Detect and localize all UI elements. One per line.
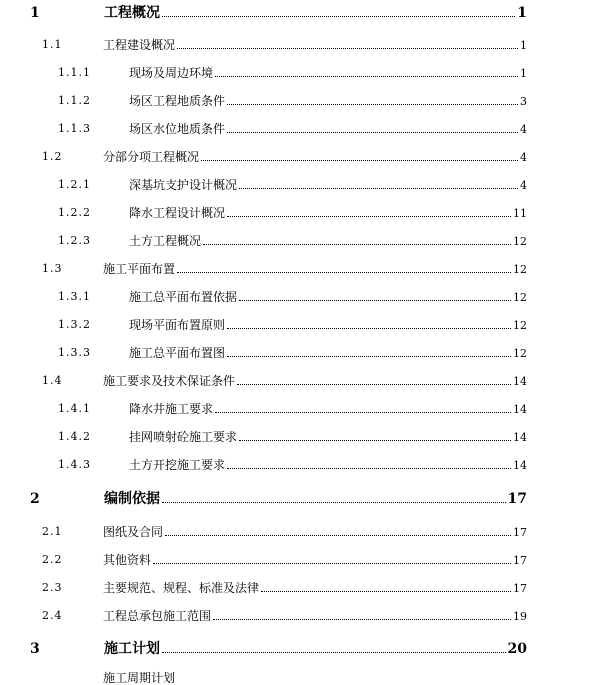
toc-entry-title: 分部分项工程概况 bbox=[103, 150, 200, 164]
dot-leader bbox=[215, 76, 518, 77]
toc-entry[interactable] bbox=[0, 578, 595, 598]
toc-entry[interactable] bbox=[0, 489, 595, 509]
toc-entry-number: 1.2.3 bbox=[58, 234, 91, 247]
toc-entry-title-line bbox=[129, 427, 527, 448]
toc-entry-page: 1 bbox=[517, 5, 527, 21]
dot-leader bbox=[227, 104, 518, 105]
dot-leader bbox=[239, 300, 511, 301]
dot-leader bbox=[239, 440, 511, 441]
toc-entry-title-line bbox=[129, 175, 527, 196]
toc-entry-number: 1.3 bbox=[42, 262, 63, 275]
toc-entry-title-line bbox=[103, 578, 527, 599]
toc-entry[interactable] bbox=[0, 203, 595, 223]
toc-entry-title: 图纸及合同 bbox=[103, 525, 164, 539]
dot-leader bbox=[177, 48, 518, 49]
toc-entry[interactable] bbox=[0, 119, 595, 139]
dot-leader bbox=[261, 591, 511, 592]
toc-entry-title-line bbox=[129, 455, 527, 476]
toc-entry[interactable] bbox=[0, 399, 595, 419]
dot-leader bbox=[227, 468, 511, 469]
toc-entry-title-line bbox=[129, 343, 527, 364]
toc-entry-number: 2 bbox=[30, 491, 40, 507]
toc-entry-number: 3 bbox=[30, 641, 40, 657]
dot-leader bbox=[227, 356, 511, 357]
toc-entry-title: 降水井施工要求 bbox=[129, 402, 214, 416]
toc-entry-number: 2.3 bbox=[42, 581, 63, 594]
toc-entry-number: 1.1 bbox=[42, 38, 63, 51]
dot-leader bbox=[165, 535, 511, 536]
toc-entry[interactable] bbox=[0, 522, 595, 542]
toc-entry-title: 施工计划 bbox=[104, 641, 160, 657]
toc-entry[interactable] bbox=[0, 606, 595, 626]
dot-leader bbox=[213, 619, 511, 620]
toc-entry-number: 1.1.1 bbox=[58, 66, 91, 79]
toc-entry-title-line bbox=[104, 3, 527, 23]
toc-entry-page: 14 bbox=[513, 459, 527, 472]
dot-leader bbox=[215, 412, 511, 413]
dot-leader bbox=[177, 272, 511, 273]
toc-entry-number: 2.4 bbox=[42, 609, 63, 622]
toc-entry[interactable] bbox=[0, 427, 595, 447]
toc-entry-title-line bbox=[129, 203, 527, 224]
toc-entry-number: 1.4.2 bbox=[58, 430, 91, 443]
toc-entry-title: 现场平面布置原则 bbox=[129, 318, 226, 332]
toc-entry-number: 1.1.2 bbox=[58, 94, 91, 107]
toc-entry-page: 20 bbox=[507, 641, 527, 657]
toc-entry-title: 主要规范、规程、标准及法律 bbox=[103, 581, 260, 595]
toc-entry-title-line bbox=[103, 550, 527, 571]
toc-entry[interactable] bbox=[0, 455, 595, 475]
dot-leader bbox=[153, 563, 511, 564]
toc-entry[interactable] bbox=[0, 35, 595, 55]
dot-leader bbox=[227, 132, 518, 133]
toc-entry-title: 土方开挖施工要求 bbox=[129, 458, 226, 472]
toc-entry-number: 2.1 bbox=[42, 525, 63, 538]
toc-entry-title-line bbox=[103, 522, 527, 543]
toc-entry[interactable] bbox=[0, 91, 595, 111]
toc-entry-page: 4 bbox=[520, 151, 527, 164]
dot-leader bbox=[227, 216, 511, 217]
toc-entry[interactable] bbox=[0, 287, 595, 307]
toc-entry-page: 12 bbox=[513, 263, 527, 276]
dot-leader bbox=[227, 328, 511, 329]
toc-entry-title: 编制依据 bbox=[104, 491, 160, 507]
toc-entry[interactable] bbox=[0, 371, 595, 391]
toc-entry-number: 1 bbox=[30, 5, 40, 21]
toc-entry-title: 工程建设概况 bbox=[103, 38, 176, 52]
dot-leader bbox=[237, 384, 511, 385]
dot-leader bbox=[203, 244, 511, 245]
toc-entry[interactable] bbox=[0, 550, 595, 570]
toc-entry-title-line bbox=[129, 119, 527, 140]
toc-entry-page: 17 bbox=[513, 526, 527, 539]
toc-entry-title-line bbox=[129, 399, 527, 420]
toc-entry-title: 深基坑支护设计概况 bbox=[129, 178, 238, 192]
toc-entry-title: 施工总平面布置依据 bbox=[129, 290, 238, 304]
toc-entry-title-line bbox=[104, 489, 527, 509]
toc-entry[interactable] bbox=[0, 3, 595, 23]
toc-entry-page: 4 bbox=[520, 179, 527, 192]
toc-entry-title-line bbox=[103, 606, 527, 627]
toc-entry-page: 1 bbox=[520, 67, 527, 80]
toc-entry-title: 场区水位地质条件 bbox=[129, 122, 226, 136]
toc-entry-title: 工程概况 bbox=[104, 5, 160, 21]
toc-entry[interactable] bbox=[0, 231, 595, 251]
toc-entry-page: 12 bbox=[513, 319, 527, 332]
dot-leader bbox=[162, 16, 515, 17]
toc-entry-page: 1 bbox=[520, 39, 527, 52]
toc-entry[interactable] bbox=[0, 259, 595, 279]
toc-entry-number: 1.4.1 bbox=[58, 402, 91, 415]
cut-off-entry: 施工周期计划 bbox=[103, 671, 176, 685]
toc-entry[interactable] bbox=[0, 639, 595, 659]
toc-entry-page: 14 bbox=[513, 431, 527, 444]
toc-entry[interactable] bbox=[0, 315, 595, 335]
toc-entry-title: 降水工程设计概况 bbox=[129, 206, 226, 220]
toc-entry-title: 施工要求及技术保证条件 bbox=[103, 374, 236, 388]
toc-entry-number: 1.2.1 bbox=[58, 178, 91, 191]
dot-leader bbox=[201, 160, 518, 161]
toc-entry-title: 土方工程概况 bbox=[129, 234, 202, 248]
toc-entry[interactable] bbox=[0, 63, 595, 83]
toc-entry-title: 挂网喷射砼施工要求 bbox=[129, 430, 238, 444]
toc-entry-page: 17 bbox=[513, 582, 527, 595]
toc-entry-title-line bbox=[103, 35, 527, 56]
toc-entry[interactable] bbox=[0, 175, 595, 195]
toc-entry-page: 12 bbox=[513, 291, 527, 304]
toc-entry-title-line bbox=[104, 639, 527, 659]
toc-entry-page: 14 bbox=[513, 375, 527, 388]
toc-entry-number: 1.4.3 bbox=[58, 458, 91, 471]
toc-entry-title-line bbox=[129, 315, 527, 336]
toc-entry-page: 12 bbox=[513, 347, 527, 360]
dot-leader bbox=[162, 502, 506, 503]
toc-entry-number: 2.2 bbox=[42, 553, 63, 566]
toc-entry-page: 14 bbox=[513, 403, 527, 416]
toc-entry-title: 其他资料 bbox=[103, 553, 152, 567]
toc-entry-title: 现场及周边环境 bbox=[129, 66, 214, 80]
dot-leader bbox=[239, 188, 518, 189]
toc-entry-number: 1.4 bbox=[42, 374, 63, 387]
toc-entry-page: 17 bbox=[513, 554, 527, 567]
toc-entry-number: 1.1.3 bbox=[58, 122, 91, 135]
toc-entry-page: 4 bbox=[520, 123, 527, 136]
toc-entry-title: 工程总承包施工范围 bbox=[103, 609, 212, 623]
toc-entry-page: 3 bbox=[520, 95, 527, 108]
toc-entry-title-line bbox=[129, 287, 527, 308]
toc-entry-title-line bbox=[129, 91, 527, 112]
toc-entry-number: 1.3.2 bbox=[58, 318, 91, 331]
toc-entry-number: 1.3.3 bbox=[58, 346, 91, 359]
toc-entry-page: 11 bbox=[513, 207, 527, 220]
toc-entry-title: 施工总平面布置图 bbox=[129, 346, 226, 360]
toc-entry-title-line bbox=[103, 259, 527, 280]
toc-entry-title-line bbox=[103, 371, 527, 392]
toc-entry-number: 1.3.1 bbox=[58, 290, 91, 303]
toc-entry[interactable] bbox=[0, 147, 595, 167]
toc-entry-number: 1.2 bbox=[42, 150, 63, 163]
dot-leader bbox=[162, 652, 506, 653]
toc-entry-title: 场区工程地质条件 bbox=[129, 94, 226, 108]
toc-entry-title-line bbox=[129, 231, 527, 252]
toc-entry-title: 施工平面布置 bbox=[103, 262, 176, 276]
toc-entry-page: 19 bbox=[513, 610, 527, 623]
toc-entry-number: 1.2.2 bbox=[58, 206, 91, 219]
toc-entry-title-line bbox=[129, 63, 527, 84]
toc-entry-title-line bbox=[103, 147, 527, 168]
toc-entry-page: 12 bbox=[513, 235, 527, 248]
toc-entry-page: 17 bbox=[507, 491, 527, 507]
toc-entry[interactable] bbox=[0, 343, 595, 363]
